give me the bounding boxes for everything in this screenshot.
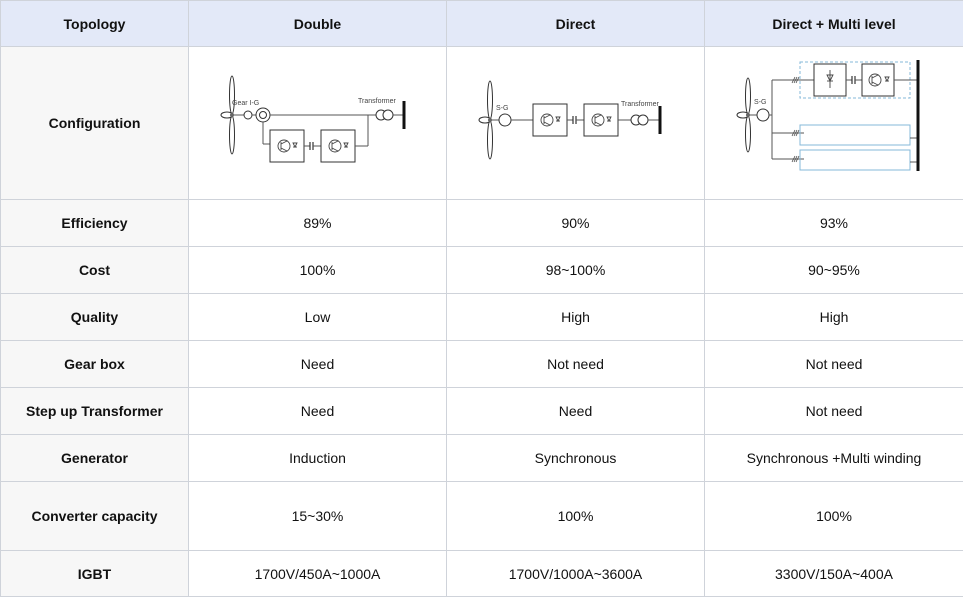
table-cell: 100%: [705, 482, 963, 551]
converter-icon: [584, 104, 618, 136]
table-cell: Need: [189, 388, 447, 435]
row-label: Quality: [1, 294, 189, 341]
converter-icon: [533, 104, 567, 136]
header-double: Double: [189, 1, 447, 47]
table-row: [1, 341, 963, 388]
converter-module-2: [800, 125, 910, 145]
transformer-icon: [631, 115, 648, 125]
gen-label-direct: S-G: [495, 105, 508, 112]
table-row: [1, 247, 963, 294]
row-label: Cost: [1, 247, 189, 294]
table-cell: 89%: [189, 200, 447, 247]
table-cell: Not need: [705, 388, 963, 435]
row-label: Step up Transformer: [1, 388, 189, 435]
wind-turbine-icon: [737, 78, 751, 152]
header-row: [1, 1, 963, 47]
table-row: [1, 294, 963, 341]
table-cell: Induction: [189, 435, 447, 482]
table-cell: 93%: [705, 200, 963, 247]
table-cell: 1700V/450A~1000A: [189, 551, 447, 597]
table-cell: Need: [189, 341, 447, 388]
table-cell: 15~30%: [189, 482, 447, 551]
wind-turbine-icon: [221, 76, 235, 154]
row-label: Gear box: [1, 341, 189, 388]
table-cell: Not need: [705, 341, 963, 388]
table-cell: 90%: [447, 200, 705, 247]
table-row: [1, 551, 963, 597]
table-cell: 100%: [189, 247, 447, 294]
table-row: [1, 435, 963, 482]
config-direct-cell: [447, 47, 705, 200]
row-label-configuration: Configuration: [1, 47, 189, 200]
table-cell: 1700V/1000A~3600A: [447, 551, 705, 597]
double-fed-topology-diagram: [218, 73, 418, 173]
wind-turbine-icon: [479, 81, 493, 159]
table-row: [1, 200, 963, 247]
table-cell: High: [447, 294, 705, 341]
row-label: Efficiency: [1, 200, 189, 247]
header-direct-multi-level: Direct + Multi level: [705, 1, 963, 47]
table-cell: 100%: [447, 482, 705, 551]
inverter-icon: [862, 64, 894, 96]
row-label: Converter capacity: [1, 482, 189, 551]
gearbox-icon: [244, 111, 252, 119]
table-cell: High: [705, 294, 963, 341]
converter-icon: [321, 130, 355, 162]
converter-module-3: [800, 150, 910, 170]
table-cell: 3300V/150A~400A: [705, 551, 963, 597]
gen-label-multi: S-G: [754, 99, 767, 106]
table-cell: 98~100%: [447, 247, 705, 294]
table-cell: Synchronous: [447, 435, 705, 482]
header-direct: Direct: [447, 1, 705, 47]
configuration-row: [1, 47, 963, 200]
header-topology: Topology: [1, 1, 189, 47]
synchronous-generator-icon: [757, 109, 769, 121]
table-cell: 90~95%: [705, 247, 963, 294]
table-cell: Synchronous +Multi winding: [705, 435, 963, 482]
table-cell: Not need: [447, 341, 705, 388]
transformer-label-direct: Transformer: [620, 101, 659, 108]
direct-multi-level-topology-diagram: [734, 58, 934, 188]
table-row: [1, 388, 963, 435]
table-cell: Need: [447, 388, 705, 435]
config-direct-multi-level-cell: [705, 47, 963, 200]
config-double-cell: [189, 47, 447, 200]
transformer-label-double: Transformer: [357, 98, 396, 105]
row-label: Generator: [1, 435, 189, 482]
converter-icon: [270, 130, 304, 162]
row-label: IGBT: [1, 551, 189, 597]
table-row: [1, 482, 963, 551]
direct-topology-diagram: [476, 73, 676, 173]
induction-generator-icon: [256, 108, 270, 122]
synchronous-generator-icon: [499, 114, 511, 126]
gen-label-double: Gear I-G: [231, 100, 259, 107]
transformer-icon: [376, 110, 393, 120]
table-cell: Low: [189, 294, 447, 341]
